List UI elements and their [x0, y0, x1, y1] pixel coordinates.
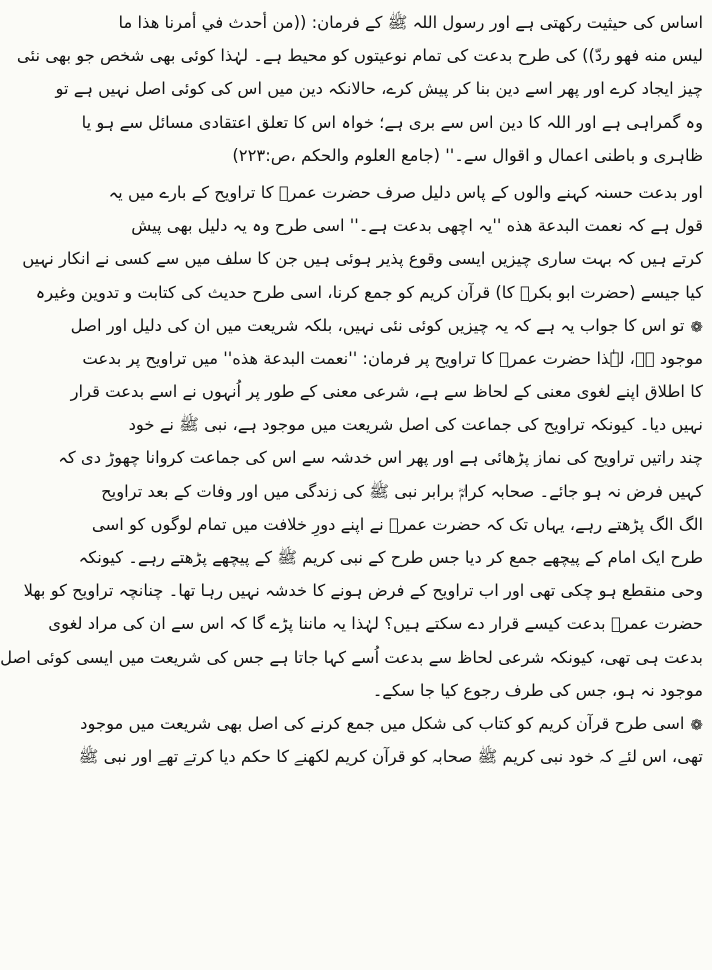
text-line: الگ الگ پڑھتے رہے، یہاں تک کہ حضرت عمرؓ نے اپنے دورِ خلافت میں تمام لوگوں کو اسی: [91, 514, 703, 534]
quran-compilation-paragraph: [78, 707, 703, 773]
text-line: موجود ہے، لہٰذا حضرت عمرؓ کا تراویح پر فرمان: ''نعمت البدعة هذه'' میں تراویح پر بدعت: [82, 348, 703, 368]
text-line: بدعت ہی تھی، کیونکہ شرعی لحاظ سے بدعت اُسے کہا جاتا ہے جس کی شریعت میں ایسی کوئی اصل: [0, 647, 703, 667]
text-line: قول ہے کہ نعمت البدعة هذه ''یہ اچھی بدعت ہے۔'' اسی طرح وہ یہ دلیل بھی پیش: [131, 216, 703, 236]
text-line: اساس کی حیثیت رکھتی ہے اور رسول اللہ ﷺ کے فرمان: ((من أحدث في أمرنا هذا ما: [118, 13, 703, 32]
text-line: وحی منقطع ہو چکی تھی اور اب تراویح کے فرض ہونے کا خدشہ نہیں رہا تھا۔ چنانچہ تراویح کو بھلا: [23, 581, 703, 601]
text-line: وہ گمراہی ہے اور اللہ کا دین اس سے بری ہے؛ خواہ اس کا تعلق اعتقادی مسائل سے ہو یا: [81, 112, 703, 132]
text-line: تھی، اس لئے کہ خود نبی کریم ﷺ صحابہ کو قرآن کریم لکھنے کا حکم دیا کرتے تھے اور نبی ﷺ: [78, 747, 703, 767]
text-line: موجود نہ ہو، جس کی طرف رجوع کیا جا سکے۔: [372, 680, 703, 700]
text-line: [70, 309, 703, 342]
text-line: اور بدعت حسنہ کہنے والوں کے پاس دلیل صرف حضرت عمرؓ کا تراویح کے بارے میں یہ: [108, 182, 703, 202]
citation-line: ظاہری و باطنی اعمال و اقوال سے۔'' (جامع العلوم والحکم ،ص:۲۲۳): [232, 145, 703, 165]
text-line: ليس منه فهو ردّ)) کی طرح بدعت کی تمام نوعیتوں کو محیط ہے۔ لہٰذا کوئی بھی شخص جو بھی نئی: [16, 46, 703, 66]
text-line: کیا جیسے (حضرت ابو بکرؓ کا) قرآن کریم کو جمع کرنا، اسی طرح حدیث کی کتابت و تدوین وغیرہ: [35, 282, 703, 302]
text-line: [80, 707, 703, 740]
text-line: کہیں فرض نہ ہو جائے۔ صحابہ کرامؓ برابر نبی ﷺ کی زندگی میں اور وفات کے بعد تراویح: [101, 481, 703, 501]
text-line: حضرت عمرؓ بدعت کیسے قرار دے سکتے ہیں؟ لہٰذا یہ ماننا پڑے گا کہ اس سے ان کی مراد لغوی: [48, 614, 703, 634]
response-paragraph: [0, 309, 703, 707]
text-line: چند راتیں تراویح کی نماز پڑھائی ہے اور پھر اس خدشہ سے اس کی جماعت کروانا چھوڑ دی کہ: [58, 448, 703, 468]
text-line-content: تو اس کا جواب یہ ہے کہ یہ چیزیں کوئی نئی نہیں، بلکہ شریعت میں ان کی دلیل اور اصل: [70, 315, 685, 335]
flower-icon: ❁: [690, 715, 703, 734]
text-line: چیز ایجاد کرے اور پھر اسے دین بنا کر پیش کرے، حالانکہ دین میں اس کی کوئی اصل نہیں ہے تو: [55, 79, 703, 99]
text-line: کا اطلاق اپنے لغوی معنی کے لحاظ سے ہے، شرعی معنی کے طور پر اُنہوں نے اسے بدعت قرار: [70, 382, 703, 402]
text-line: کرتے ہیں کہ بہت ساری چیزیں ایسی وقوع پذیر ہوئی ہیں جن کا سلف میں سے کسی نے انکار نہیں: [22, 249, 703, 269]
text-line-content: اسی طرح قرآن کریم کو کتاب کی شکل میں جمع کرنے کی اصل بھی شریعت میں موجود: [80, 713, 685, 733]
flower-icon: ❁: [690, 317, 703, 336]
text-line: نہیں دیا۔ کیونکہ تراویح کی جماعت کی اصل شریعت میں موجود ہے، نبی ﷺ نے خود: [128, 415, 703, 435]
argument-paragraph: [22, 176, 703, 309]
quotation-paragraph: [16, 6, 703, 172]
text-line: طرح ایک امام کے پیچھے جمع کر دیا جس طرح کے نبی کریم ﷺ کے پیچھے پڑھتے رہے۔ کیونکہ: [78, 548, 703, 567]
